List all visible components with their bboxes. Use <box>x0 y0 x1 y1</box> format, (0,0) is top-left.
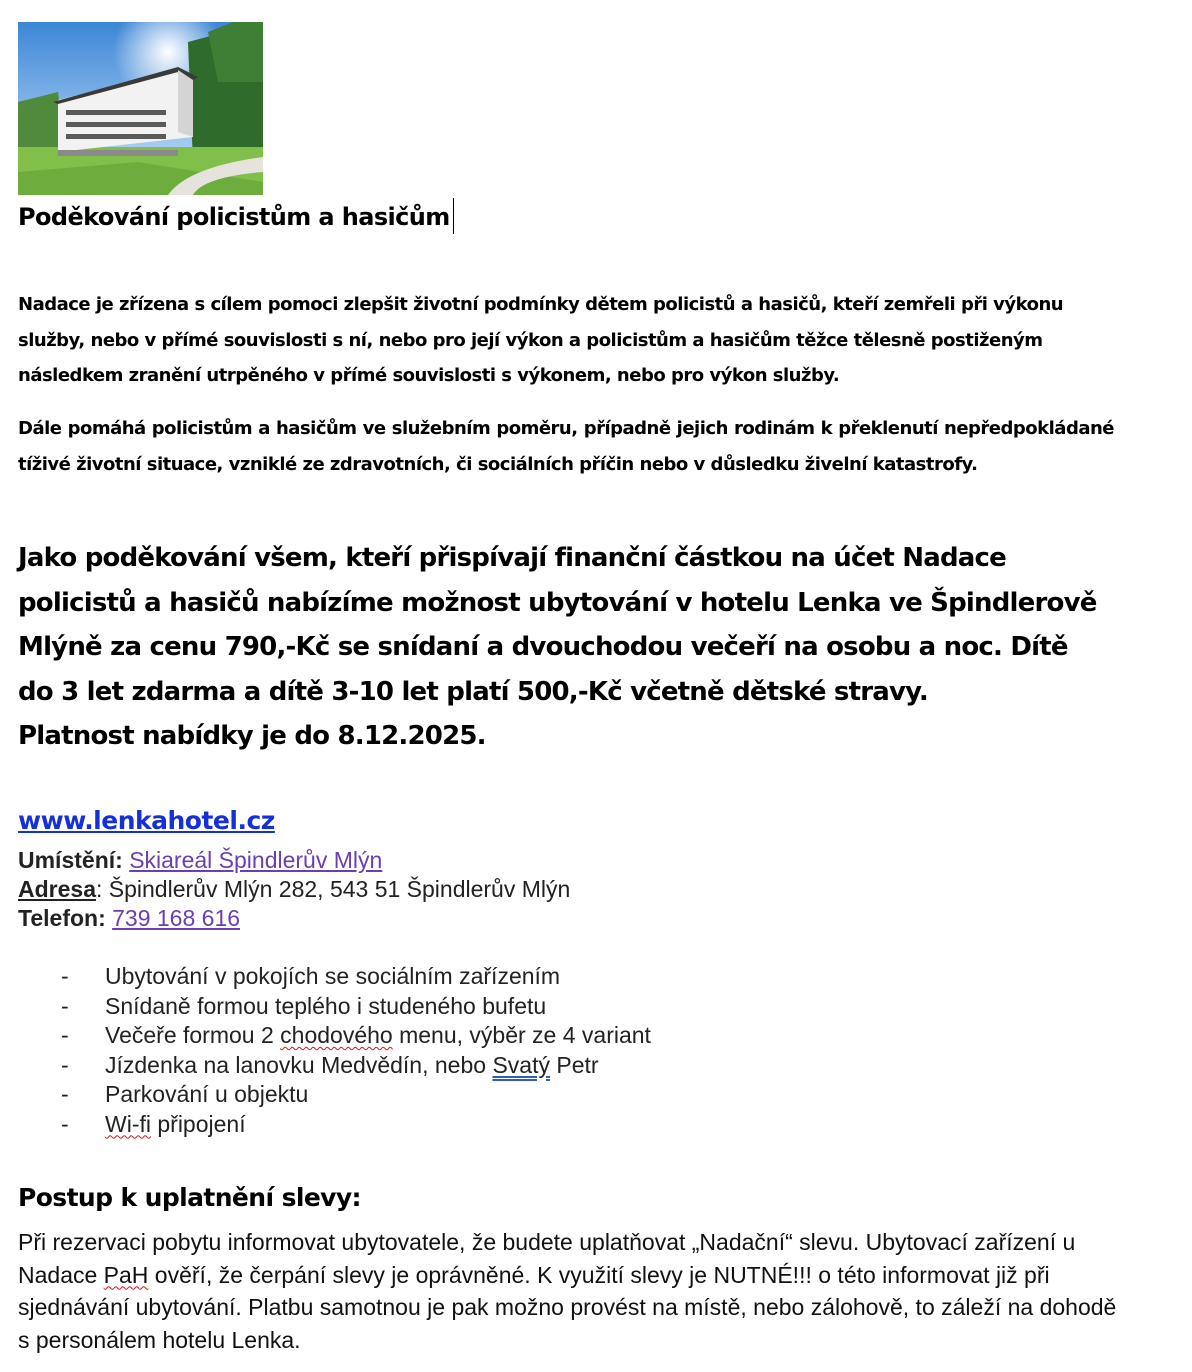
address-row <box>18 875 570 904</box>
discount-heading: Postup k uplatnění slevy: <box>18 1183 361 1212</box>
offer-line-4: do 3 let zdarma a dítě 3-10 let platí 500,-Kč včetně dětské stravy. <box>18 676 928 707</box>
foundation-paragraph-2: Dále pomáhá policistům a hasičům ve služebním poměru, případně jejich rodinám k překlenutí nepředpokládané tíživé životní situace, vzniklé ze zdravotních, či sociálních příčin nebo v důsledku živelní katastrofy. <box>18 418 1114 475</box>
list-item: - Jízdenka na lanovku Medvědín, nebo Svatý Petr <box>61 1051 599 1078</box>
offer-line-2: policistů a hasičů nabízíme možnost ubytování v hotelu Lenka ve Špindlerově <box>18 587 1097 618</box>
hotel-building-image <box>18 22 263 195</box>
list-item: - Wi-fi připojení <box>61 1110 246 1137</box>
list-item: - Parkování u objektu <box>61 1081 309 1107</box>
offer-line-3: Mlýně za cenu 790,-Kč se snídaní a dvouchodou večeří na osobu a noc. Dítě <box>18 632 1068 662</box>
phone-link[interactable]: 739 168 616 <box>112 905 241 931</box>
list-item: - Ubytování v pokojích se sociálním zařízením <box>61 963 561 989</box>
list-item: - Večeře formou 2 chodového menu, výběr ze 4 variant <box>61 1022 651 1048</box>
location-link[interactable]: Skiareál Špindlerův Mlýn <box>129 847 383 873</box>
offer-line-1: Jako poděkování všem, kteří přispívají finanční částkou na účet Nadace <box>18 543 1006 573</box>
amenities-list <box>18 962 651 1139</box>
page-title: Poděkování policistům a hasičům <box>18 198 454 234</box>
phone-label: Telefon: <box>18 905 106 931</box>
address-value: : Špindlerův Mlýn 282, 543 51 Špindlerův Mlýn <box>95 876 571 902</box>
location-row <box>18 846 382 875</box>
text-cursor <box>453 198 455 234</box>
hotel-website-link[interactable]: www.lenkahotel.cz <box>18 806 275 835</box>
offer-text <box>18 536 1168 759</box>
discount-text: Při rezervaci pobytu informovat ubytovatele, že budete uplatňovat „Nadační“ slevu. Ubytovací zařízení u Nadace PaH ověří, že čerpání slevy je oprávněné. K využití slevy je NUTNÉ!!! o této informovat již při sjednávání ubytování. Platbu samotnou je pak možno provést na místě, nebo zálohově, to záleží na dohodě s personálem hotelu Lenka. <box>18 1229 1117 1353</box>
hotel-photo <box>18 22 263 195</box>
spellcheck-word: Wi-fi <box>105 1110 151 1137</box>
spellcheck-word: chodového <box>280 1022 393 1048</box>
location-label: Umístění: <box>18 847 123 873</box>
grammar-check-word: Svatý <box>492 1051 550 1078</box>
list-item: - Snídaně formou teplého i studeného bufetu <box>61 992 547 1019</box>
foundation-paragraph-1: Nadace je zřízena s cílem pomoci zlepšit životní podmínky dětem policistů a hasičů, kteří zemřeli při výkonu služby, nebo v přímé souvislosti s ní, nebo pro její výkon a policistům a hasičům těžce tělesně postiženým následkem zranění utrpěného v přímé souvislosti s výkonem, nebo pro výkon služby. <box>18 294 1064 386</box>
spellcheck-word: PaH <box>103 1261 149 1288</box>
phone-row <box>18 904 240 933</box>
address-label: Adresa <box>18 876 96 902</box>
offer-line-5: Platnost nabídky je do 8.12.2025. <box>18 721 486 751</box>
